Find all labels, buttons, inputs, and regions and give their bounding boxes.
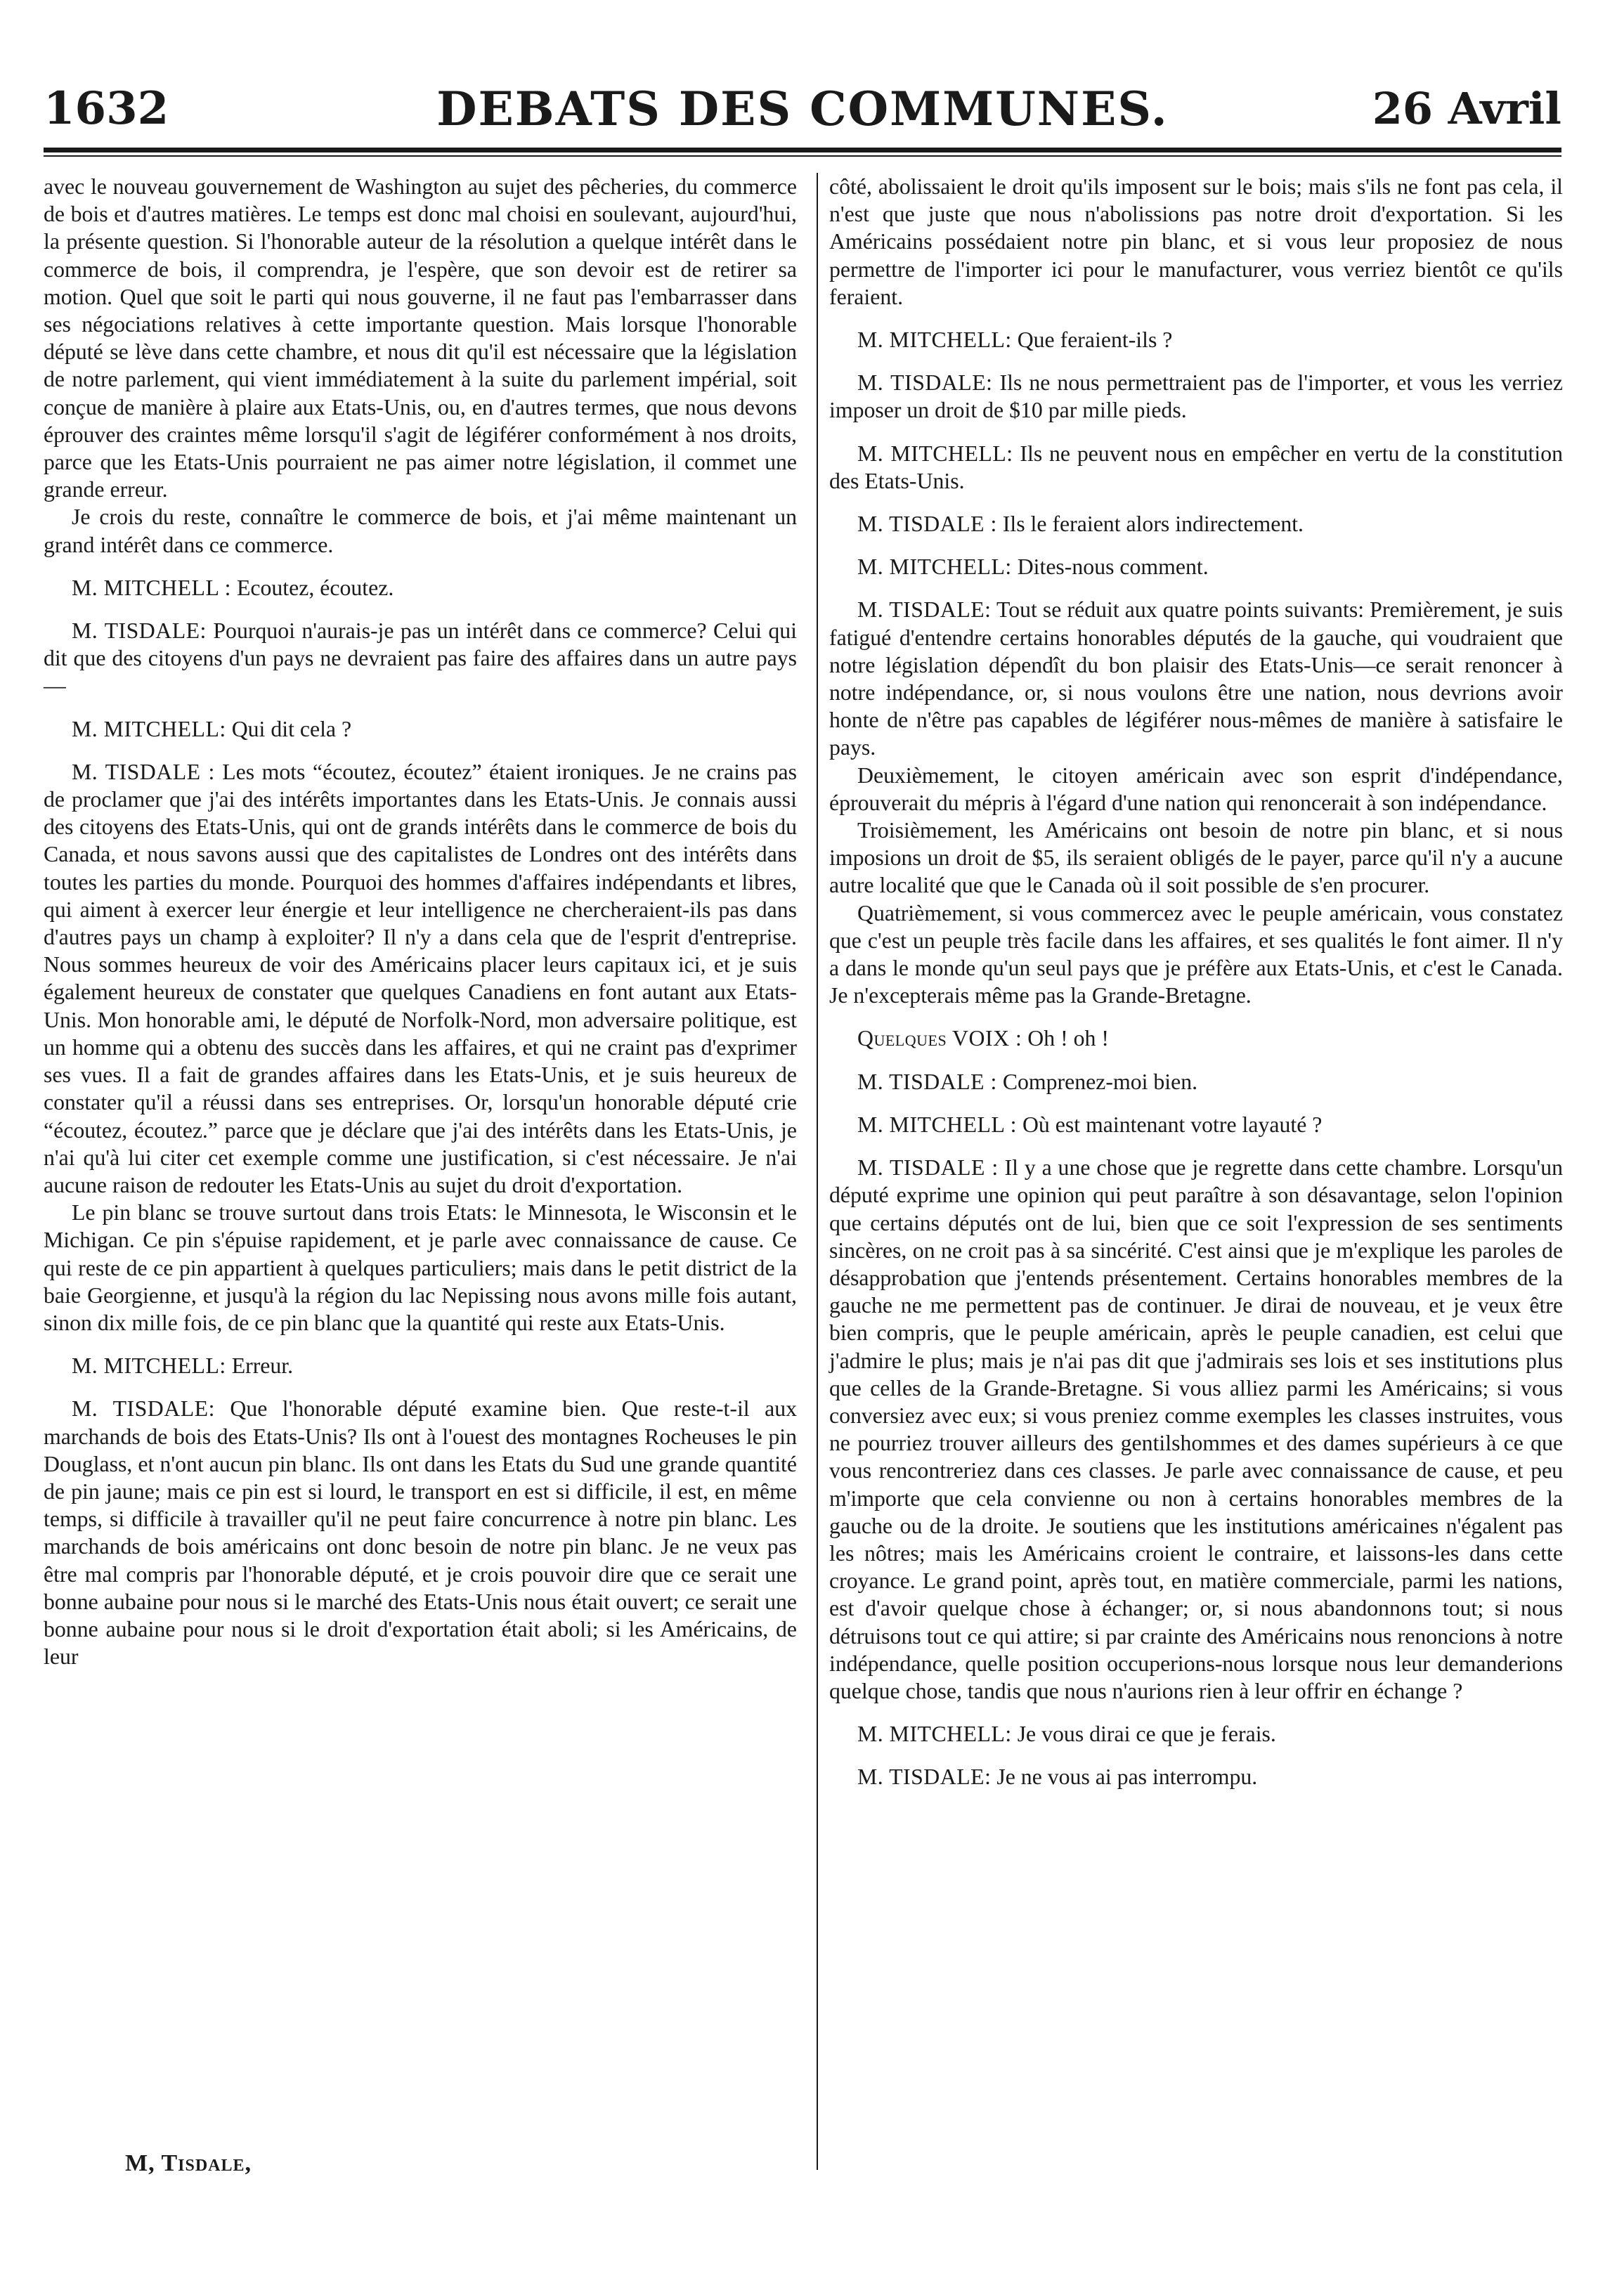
paragraph-text: Le pin blanc se trouve surtout dans trois Etats: le Minnesota, le Wisconsin et le Michigan. Ce pin s'épuise rapidement, et je parle avec connaissance de cause. Ce qui reste de ce pin appartient à quelques particuliers; mais dans le petit district de la baie Georgienne, et jusqu'à la région du lac Nepissing nous avons mille fois autant, sinon dix mille fois, de ce pin blanc que la quantité qui reste aux Etats-Unis. — [44, 1200, 797, 1335]
paragraph-text: Comprenez-moi bien. — [1002, 1069, 1198, 1094]
paragraph-text: Je vous dirai ce que je ferais. — [1017, 1722, 1276, 1747]
paragraph — [829, 596, 1563, 761]
paragraph-text: Où est maintenant votre layauté ? — [1022, 1112, 1323, 1137]
paragraph — [829, 1720, 1563, 1748]
paragraph-text: Qui dit cela ? — [231, 716, 352, 741]
speaker-name: M. TISDALE : — [857, 1155, 999, 1181]
column-divider — [817, 173, 818, 2170]
paragraph — [829, 1068, 1563, 1096]
paragraph — [829, 553, 1563, 580]
paragraph — [829, 1111, 1563, 1138]
speaker-name: M. TISDALE : — [72, 759, 215, 784]
speaker-name: M. TISDALE: — [72, 1396, 215, 1422]
paragraph — [44, 173, 797, 503]
page-footer: M, Tisdale, — [125, 2150, 252, 2176]
paragraph-text: Erreur. — [231, 1353, 294, 1379]
paragraph — [44, 1352, 797, 1379]
paragraph-text: Pourquoi n'aurais-je pas un intérêt dans ce commerce? Celui qui dit que des citoyens d'un pays ne devraient pas faire des affaires dans un autre pays— — [44, 618, 798, 698]
page-title: DEBATS DES COMMUNES. — [436, 82, 1169, 136]
paragraph-text: avec le nouveau gouvernement de Washington au sujet des pêcheries, du commerce de bois et d'autres matières. Le temps est donc mal choisi en soulevant, aujourd'hui, la présente question. Si l'honorable auteur de la résolution a quelque intérêt dans le commerce de bois, il comprendra, je l'espère, que son devoir est de retirer sa motion. Quel que soit le parti qui nous gouverne, il ne faut pas l'embarrasser dans ses négociations relatives à cette importante question. Mais lorsque l'honorable député se lève dans cette chambre, et nous dit qu'il est nécessaire que la législation de notre parlement, qui vient immédiatement à la suite du parlement impérial, soit conçue de manière à plaire aux Etats-Unis, ou, en d'autres termes, que nous devons éprouver des craintes même lorsqu'il s'agit de légiférer conformément à nos droits, parce que les Etats-Unis pourraient ne pas aimer notre législation, il commet une grande erreur. — [44, 174, 797, 502]
paragraph — [829, 369, 1563, 424]
paragraph-text: Dites-nous comment. — [1017, 554, 1209, 580]
paragraph — [829, 817, 1563, 899]
paragraph — [829, 762, 1563, 817]
speaker-name: M. MITCHELL: — [857, 441, 1013, 466]
speaker-name: M. MITCHELL: — [72, 716, 226, 741]
speaker-name: M. TISDALE: — [857, 597, 992, 623]
paragraph — [829, 899, 1563, 1010]
speaker-name: M. TISDALE : — [857, 512, 997, 537]
header-rule-thick — [44, 148, 1561, 152]
speaker-name: M. MITCHELL: — [857, 1722, 1012, 1747]
paragraph-text: Les mots “écoutez, écoutez” étaient ironiques. Je ne crains pas de proclamer que j'ai des intérêts importantes dans les Etats-Unis. Je connais aussi des citoyens des Etats-Unis, qui ont de grands intérêts dans le commerce de bois du Canada, et nous savons aussi que des capitalistes de Londres ont des intérêts dans toutes les parties du monde. Pourquoi des hommes d'affaires indépendants et libres, qui aiment à exercer leur énergie et leur intelligence ne chercheraient-ils pas dans d'autres pays un champ à exploiter? Il n'y a dans cela que de l'esprit d'entreprise. Nous sommes heureux de voir des Américains placer leurs capitaux ici, et je suis également heureux de constater que quelques Canadiens en font autant aux Etats-Unis. Mon honorable ami, le député de Norfolk-Nord, mon adversaire politique, est un homme qui a obtenu des succès dans les affaires, et qui ne craint pas d'exprimer ses vues. Il a fait de grandes affaires dans les Etats-Unis, et je suis heureux de constater qu'il a réussi dans ses entreprises. Or, lorsqu'un honorable député crie “écoutez, écoutez.” parce que je déclare que j'ai des intérêts dans les Etats-Unis, je n'ai qu'à lui citer cet exemple comme une justification, si c'est nécessaire. Je n'ai aucune raison de redouter les Etats-Unis au sujet du droit d'exportation. — [44, 759, 798, 1197]
paragraph-text: Ils le feraient alors indirectement. — [1002, 512, 1304, 537]
speaker-name: Quelques VOIX : — [857, 1026, 1022, 1051]
page-header — [44, 70, 1561, 148]
paragraph-text: côté, abolissaient le droit qu'ils imposent sur le bois; mais s'ils ne font pas cela, il n'est que juste que nous n'abolissions pas notre droit d'exportation. Si les Américains possédaient notre pin blanc, et si vous leur proposiez de nous permettre de l'importer ici pour le manufacturer, vous verriez bientôt ce qu'ils feraient. — [829, 174, 1563, 309]
right-column — [829, 173, 1563, 1791]
speaker-name: M. TISDALE: — [857, 1764, 992, 1790]
paragraph — [44, 1395, 797, 1670]
paragraph-text: Ils ne nous permettraient pas de l'importer, et vous les verriez imposer un droit de $10 par mille pieds. — [829, 370, 1564, 423]
paragraph-text: Je crois du reste, connaître le commerce de bois, et j'ai même maintenant un grand intérêt dans ce commerce. — [44, 505, 797, 557]
paragraph-text: Il y a une chose que je regrette dans cette chambre. Lorsqu'un député exprime une opinion qui peut paraître à son désavantage, selon l'opinion que certains députés ont de lui, bien que ce soit l'expression de ses sentiments sincères, on ne croit pas à sa sincérité. C'est ainsi que je m'explique les paroles de désapprobation que j'entends présentement. Certains honorables membres de la gauche ne me permettent pas de continuer. Je dirai de nouveau, et je veux être bien compris, que le peuple américain, après le peuple canadien, est celui que j'admire le plus; mais je n'ai pas dit que j'admirais ses lois et ses institutions plus que celles de la Grande-Bretagne. Si vous alliez parmi les Américains; si vous conversiez avec eux; si vous preniez comme exemples les classes instruites, vous ne pourriez trouver ailleurs des gentilshommes et des dames supérieurs à ce que vous rencontreriez dans ces classes. Je parle avec connaissance de cause, et peu m'importe que cela convienne ou non à certains honorables membres de la gauche ou de la droite. Je soutiens que les institutions américaines n'égalent pas les nôtres; mais les Américains croient le contraire, et laissons-les dans cette croyance. Le grand point, après tout, en matière commerciale, parmi les nations, est d'avoir quelque chose à échanger; or, si nous abandonnons tout; si nous détruisons tout ce qui attire; si par crainte des Américains nous renoncions à notre indépendance, quelle position occuperions-nous lorsque nous leur demanderions quelque chose, tandis que nous n'aurions rien à leur offrir en échange ? — [829, 1155, 1563, 1703]
paragraph — [44, 758, 797, 1199]
speaker-name: M. MITCHELL: — [857, 554, 1012, 580]
left-column — [44, 173, 797, 1670]
page-date: 26 Avril — [1372, 83, 1561, 134]
paragraph-text: Troisièmement, les Américains ont besoin de notre pin blanc, et si nous imposions un droit de $5, ils seraient obligés de le payer, parce qu'il n'y a aucune autre localité que que le Canada où il soit possible de s'en procurer. — [829, 818, 1563, 898]
paragraph-text: Tout se réduit aux quatre points suivants: Premièrement, je suis fatigué d'entendre certains honorables députés de la gauche, qui voudraient que notre législation dépendît du bon plaisir des Etats-Unis—ce serait renoncer à notre indépendance, or, si nous voulons être une nation, nous devrions avoir honte de n'être pas capables de légiférer nous-mêmes de manière à satisfaire le pays. — [829, 597, 1564, 760]
paragraph-text: Oh ! oh ! — [1027, 1026, 1109, 1051]
speaker-name: M. MITCHELL : — [72, 575, 231, 600]
speaker-name: M. TISDALE: — [857, 370, 993, 396]
speaker-name: M. TISDALE : — [857, 1069, 997, 1094]
paragraph — [44, 574, 797, 602]
page-number: 1632 — [44, 82, 169, 135]
paragraph — [829, 1025, 1563, 1052]
speaker-name: M. MITCHELL: — [857, 327, 1012, 353]
paragraph — [829, 510, 1563, 538]
paragraph — [44, 503, 797, 558]
paragraph — [44, 1199, 797, 1337]
paragraph — [44, 715, 797, 743]
paragraph — [829, 1763, 1563, 1790]
paragraph-text: Deuxièmement, le citoyen américain avec son esprit d'indépendance, éprouverait du mépris à l'égard d'une nation qui renoncerait à son indépendance. — [829, 762, 1563, 815]
paragraph-text: Ils ne peuvent nous en empêcher en vertu de la constitution des Etats-Unis. — [829, 441, 1564, 493]
speaker-name: M. TISDALE: — [72, 618, 207, 644]
paragraph — [829, 1154, 1563, 1705]
paragraph-text: Quatrièmement, si vous commercez avec le peuple américain, vous constatez que c'est un peuple très facile dans les affaires, et ses qualités le font aimer. Il n'y a dans le monde qu'un seul pays que je préfère aux Etats-Unis, et c'est le Canada. Je n'excepterais même pas la Grande-Bretagne. — [829, 900, 1563, 1008]
paragraph — [44, 617, 797, 700]
paragraph — [829, 173, 1563, 311]
paragraph — [829, 440, 1563, 495]
speaker-name: M. MITCHELL: — [72, 1353, 226, 1379]
paragraph-text: Ecoutez, écoutez. — [236, 575, 394, 600]
paragraph-text: Que l'honorable député examine bien. Que reste-t-il aux marchands de bois des Etats-Unis? Ils ont à l'ouest des montagnes Rocheuses le pin Douglass, et n'ont aucun pin blanc. Ils ont dans les Etats du Sud une grande quantité de pin jaune; mais ce pin est si lourd, le transport en est si difficile, il est, en même temps, si difficile à travailler qu'il ne peut faire concurrence à notre pin blanc. Les marchands de bois américains ont donc besoin de notre pin blanc. Je ne veux pas être mal compris par l'honorable député, et je crois pouvoir dire que ce serait une bonne aubaine pour nous si le marché des Etats-Unis nous était ouvert; ce serait une bonne aubaine pour nous si le droit d'exportation était aboli; si les Américains, de leur — [44, 1396, 797, 1670]
header-rule-thin — [44, 155, 1561, 157]
paragraph — [829, 326, 1563, 353]
speaker-name: M. MITCHELL : — [857, 1112, 1017, 1137]
paragraph-text: Que feraient-ils ? — [1017, 327, 1173, 353]
paragraph-text: Je ne vous ai pas interrompu. — [996, 1764, 1258, 1790]
